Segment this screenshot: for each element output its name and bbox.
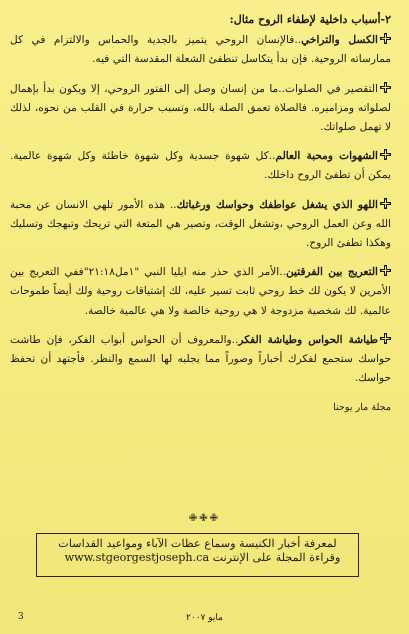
source-credit: مجلة مار يوحنا	[333, 402, 391, 414]
paragraph-prayers	[10, 80, 391, 138]
website-link[interactable]: www.stgeorgestjoseph.ca	[64, 551, 210, 564]
info-box	[36, 533, 359, 577]
paragraph-lead: الكسل والتراخي	[301, 34, 378, 47]
paragraph-lead: طياشة الحواس وطياشة الفكر	[238, 333, 379, 346]
cross-icon	[380, 149, 391, 160]
paragraph-text: ..الأمر الذي حذر منه ايليا النبي "١مل٢١:١٨"ففي التعريج بين الأمرين لا يكون لك خط روحي ثابت تسير عليه، لك إشتياقات روحية ولك أيضاً طموحات عالمية. لك شخصية مزدوجة لا هي روحية خالصة ولا هي عالمية خالصة.	[10, 266, 391, 317]
issue-date: مايو ٢٠٠٧	[186, 613, 223, 623]
paragraph-lusts	[10, 147, 391, 185]
cross-icon	[380, 265, 391, 276]
paragraph-text: .. هذه الأمور تلهي الانسان عن محبة الله وعن العمل الروحي ،وتشغل الوقت، وتصير هي المتعة التي تريحك وتبهجك وتسليك وهكذا تطفئ الروح.	[10, 198, 391, 250]
paragraph-text: ..والمعروف أن الحواس أبواب الفكر، فإن طاشت حواسك ستجمع لفكرك أخباراً وصوراً مما يجلبه لها السمع والنظر. فأجتهد أن تحفظ حواسك.	[10, 333, 391, 385]
paragraph-lead: التعريج بين الفرقتين	[285, 266, 379, 279]
paragraph-senses	[10, 331, 391, 389]
paragraph-lead: الشهوات ومحبة العالم	[275, 150, 378, 163]
info-box-line2	[37, 551, 358, 565]
section-heading: ٢-أسباب داخلية لإطفاء الروح مثال:	[229, 13, 391, 26]
info-box-line2-text: وقراءة المجلة على الإنترنت	[212, 551, 341, 564]
paragraph-lead: اللهو الذي يشغل عواطفك وحواسك ورغباتك	[176, 198, 378, 211]
cross-icon	[380, 33, 391, 44]
paragraph-text: ..ما من إنسان وصل إلى الفتور الروحي، إلا ويكون بدأ بإهمال لصلواته ومزاميره. فالصلاة تعمق الصلة بالله، وتسبب حرارة في القلب من نحوه، لذلك لا تهمل صلواتك.	[10, 82, 391, 134]
paragraph-laziness	[10, 31, 391, 69]
cross-icon	[380, 82, 391, 93]
article-content	[10, 10, 391, 418]
paragraph-text: ..فالإنسان الروحي يتميز بالجدية والحماس والالتزام في كل ممارساته الروحية. فإن بدأ يتكاسل تنطفئ الشعلة المقدسة التي فيه.	[10, 34, 391, 66]
info-box-line1: لمعرفة أخبار الكنيسة وسماع عظات الآباء ومواعيد القداسات	[58, 537, 337, 550]
cross-separator: ✙✙✙	[188, 513, 221, 524]
paragraph-wavering	[10, 263, 391, 321]
page-number: 3	[18, 612, 24, 622]
cross-icon	[380, 198, 391, 209]
page-footer	[18, 612, 391, 630]
paragraph-amusement	[10, 196, 391, 254]
cross-icon	[380, 333, 391, 344]
paragraph-lead: التقصير في الصلوات	[285, 82, 378, 95]
paragraph-text: ..كل شهوة جسدية وكل شهوة خاطئة وكل شهوة عالمية. يمكن أن تطفئ الروح داخلك.	[10, 150, 391, 182]
